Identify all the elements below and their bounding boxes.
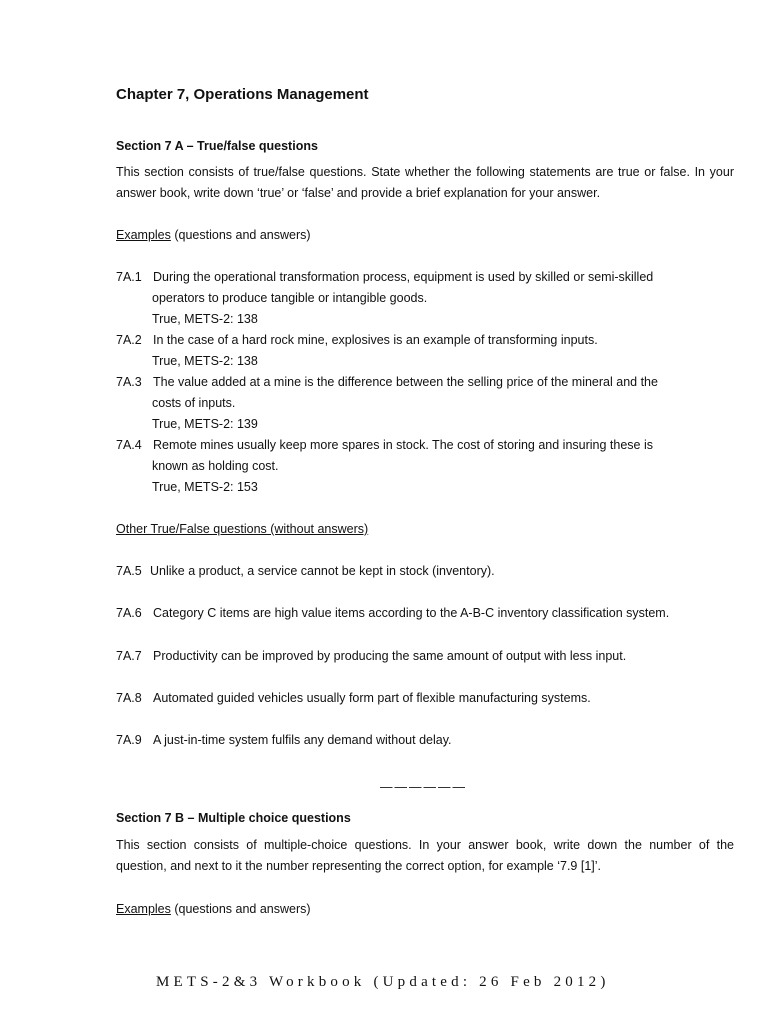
question-number: 7A.1 <box>116 270 142 284</box>
examples-suffix: (questions and answers) <box>170 228 311 242</box>
example-7a3-cont: costs of inputs. <box>152 396 236 410</box>
question-text: A just-in-time system fulfils any demand without delay. <box>153 733 452 747</box>
question-number: 7A.2 <box>116 333 142 347</box>
section-b-heading: Section 7 B – Multiple choice questions <box>116 811 351 825</box>
section-a-intro-line2: answer book, write down ‘true’ or ‘false’ and provide a brief explanation for your answer. <box>116 186 601 200</box>
example-7a2 <box>116 333 598 347</box>
section-a-heading: Section 7 A – True/false questions <box>116 139 318 153</box>
examples-label: Examples <box>116 228 171 242</box>
page-footer: METS-2&3 Workbook (Updated: 26 Feb 2012) <box>156 974 610 990</box>
question-text: Remote mines usually keep more spares in stock. The cost of storing and insuring these is <box>153 438 654 452</box>
other-questions-heading: Other True/False questions (without answers) <box>116 522 369 536</box>
example-7a1-answer: True, METS-2: 138 <box>152 312 258 326</box>
example-7a4 <box>116 438 653 452</box>
question-7a6 <box>116 606 669 620</box>
example-7a3-answer: True, METS-2: 139 <box>152 417 258 431</box>
examples-label: Examples <box>116 902 171 916</box>
question-number: 7A.8 <box>116 691 142 705</box>
question-text: In the case of a hard rock mine, explosives is an example of transforming inputs. <box>153 333 598 347</box>
question-7a8 <box>116 691 591 705</box>
example-7a1 <box>116 270 653 284</box>
question-number: 7A.3 <box>116 375 142 389</box>
question-text: Unlike a product, a service cannot be kept in stock (inventory). <box>150 564 495 578</box>
question-number: 7A.6 <box>116 606 142 620</box>
example-7a4-answer: True, METS-2: 153 <box>152 480 258 494</box>
question-text: During the operational transformation process, equipment is used by skilled or semi-skilled <box>153 270 654 284</box>
examples-suffix: (questions and answers) <box>170 902 311 916</box>
example-7a3 <box>116 375 658 389</box>
question-text: Productivity can be improved by producing the same amount of output with less input. <box>153 649 627 663</box>
examples-heading <box>116 228 311 242</box>
question-7a5 <box>116 564 495 578</box>
chapter-title: Chapter 7, Operations Management <box>116 86 369 103</box>
question-text: Category C items are high value items according to the A-B-C inventory classification system. <box>153 606 670 620</box>
example-7a1-cont: operators to produce tangible or intangible goods. <box>152 291 428 305</box>
section-b-examples-heading <box>116 902 311 916</box>
example-7a4-cont: known as holding cost. <box>152 459 279 473</box>
question-text: Automated guided vehicles usually form part of flexible manufacturing systems. <box>153 691 591 705</box>
example-7a2-answer: True, METS-2: 138 <box>152 354 258 368</box>
question-number: 7A.5 <box>116 564 142 578</box>
section-b-intro-line2: question, and next to it the number representing the correct option, for example ‘7.9 [1]’. <box>116 859 602 873</box>
question-number: 7A.4 <box>116 438 142 452</box>
section-b-intro-line1: This section consists of multiple-choice questions. In your answer book, write down the number of the <box>116 838 734 852</box>
question-number: 7A.9 <box>116 733 142 747</box>
question-7a7 <box>116 649 626 663</box>
question-7a9 <box>116 733 452 747</box>
question-number: 7A.7 <box>116 649 142 663</box>
section-a-intro-line1: This section consists of true/false questions. State whether the following statements are true or false. In your <box>116 165 734 179</box>
question-text: The value added at a mine is the difference between the selling price of the mineral and the <box>153 375 658 389</box>
section-separator: —————— <box>380 780 467 794</box>
